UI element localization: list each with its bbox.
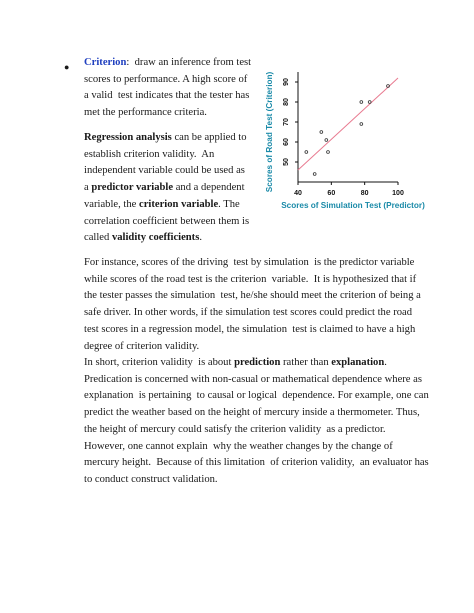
x-tick-label: 60 <box>327 190 336 197</box>
text-line <box>84 272 434 289</box>
text-run: In short, criterion validity is about <box>84 357 235 368</box>
regression-paragraph <box>84 130 264 247</box>
text-run: a <box>84 182 92 194</box>
y-axis-title: Scores of Road Test (Criterion) <box>265 71 274 193</box>
text-line <box>84 422 434 439</box>
text-line <box>84 288 434 305</box>
text-line <box>84 455 434 472</box>
bold-term: prediction <box>234 357 281 368</box>
text-run: can be applied to <box>171 132 247 143</box>
y-tick-label: 90 <box>283 78 290 86</box>
x-tick-label: 40 <box>294 190 302 197</box>
text-line <box>84 322 434 339</box>
text-run: Predication is concerned with non-casual or mathematical dependence where as <box>84 373 422 385</box>
text-run: the tester passes the simulation test, he/she should meet the criterion of being a <box>84 290 421 302</box>
text-run: mercury height. Because of this limitation of criterion validity, an evaluator has <box>84 457 429 469</box>
text-run: degree of criterion validity. <box>84 340 200 352</box>
text-line <box>84 163 264 180</box>
text-line <box>84 105 264 122</box>
text-line <box>84 405 434 422</box>
text-run: called <box>84 232 112 244</box>
text-line <box>84 214 264 231</box>
x-tick-label: 100 <box>392 190 404 197</box>
data-point <box>368 101 371 104</box>
text-run: rather than <box>280 357 332 368</box>
criterion-paragraph <box>84 55 264 122</box>
x-axis-title: Scores of Simulation Test (Predictor) <box>281 201 425 210</box>
text-run: and a dependent <box>173 182 245 194</box>
summary-paragraph <box>84 355 434 489</box>
text-line <box>84 88 264 105</box>
text-run: : draw an inference from test <box>126 57 252 68</box>
text-line <box>84 130 264 147</box>
text-run: predict the weather based on the height of mercury inside a thermometer. Thus, <box>84 407 420 419</box>
y-tick-label: 50 <box>283 158 290 166</box>
text-line <box>84 55 264 72</box>
text-line <box>84 472 434 489</box>
text-line <box>84 197 264 214</box>
bullet-icon: ● <box>64 62 70 72</box>
text-run: safe driver. In other words, if the simulation test scores could predict the road <box>84 307 413 319</box>
text-run: met the performance criteria. <box>84 107 207 119</box>
text-line <box>84 388 434 405</box>
bold-term: predictor variable <box>91 182 174 194</box>
data-point <box>325 139 328 142</box>
x-tick-label: 80 <box>360 190 369 197</box>
y-tick-label: 60 <box>283 138 290 146</box>
data-point <box>327 151 330 154</box>
text-run: correlation coefficient between them is <box>84 215 250 227</box>
text-line <box>84 372 434 389</box>
data-point <box>313 173 316 176</box>
text-line <box>84 255 434 272</box>
bold-term: explanation <box>331 357 385 368</box>
bold-term: validity coefficients <box>111 232 200 244</box>
y-tick-label: 80 <box>283 98 290 106</box>
data-point <box>320 131 323 134</box>
scatter-chart <box>258 62 428 217</box>
text-run: the height of mercury could satisfy the criterion validity as a predictor. <box>84 423 386 435</box>
text-run: . The <box>218 198 240 210</box>
text-run: independent variable could be used as <box>84 165 245 177</box>
text-run: explanation is pertaining to causal or logical dependence. For example, one can <box>84 390 429 402</box>
text-run: variable, the <box>84 198 140 210</box>
text-run: test scores in a regression model, the simulation test is claimed to have a high <box>84 323 416 335</box>
text-line <box>84 305 434 322</box>
criterion-term: Criterion <box>84 57 127 68</box>
text-run: . <box>199 232 202 244</box>
text-run: while scores of the road test is the criterion variable. It is hypothesized that if <box>84 273 417 285</box>
text-run: For instance, scores of the driving test by simulation is the predictor variable <box>84 257 415 268</box>
text-line <box>84 147 264 164</box>
bold-term: Regression analysis <box>84 132 172 143</box>
text-line <box>84 230 264 247</box>
example-paragraph <box>84 255 434 355</box>
y-tick-label: 70 <box>283 118 290 126</box>
data-point <box>360 101 363 104</box>
text-run: a valid test indicates that the tester has <box>84 90 250 102</box>
text-line <box>84 72 264 89</box>
text-line <box>84 339 434 356</box>
data-point <box>305 151 308 154</box>
text-run: to conduct construct validation. <box>84 473 218 485</box>
text-line <box>84 439 434 456</box>
text-line <box>84 355 434 372</box>
text-run: establish criterion validity. An <box>84 148 215 160</box>
text-run: scores to performance. A high score of <box>84 73 248 85</box>
text-run: However, one cannot explain why the weather changes by the change of <box>84 440 393 452</box>
text-line <box>84 180 264 197</box>
regression-line <box>298 78 398 170</box>
data-point <box>360 123 363 126</box>
text-run: . <box>384 357 387 368</box>
bold-term: criterion variable <box>139 198 219 210</box>
